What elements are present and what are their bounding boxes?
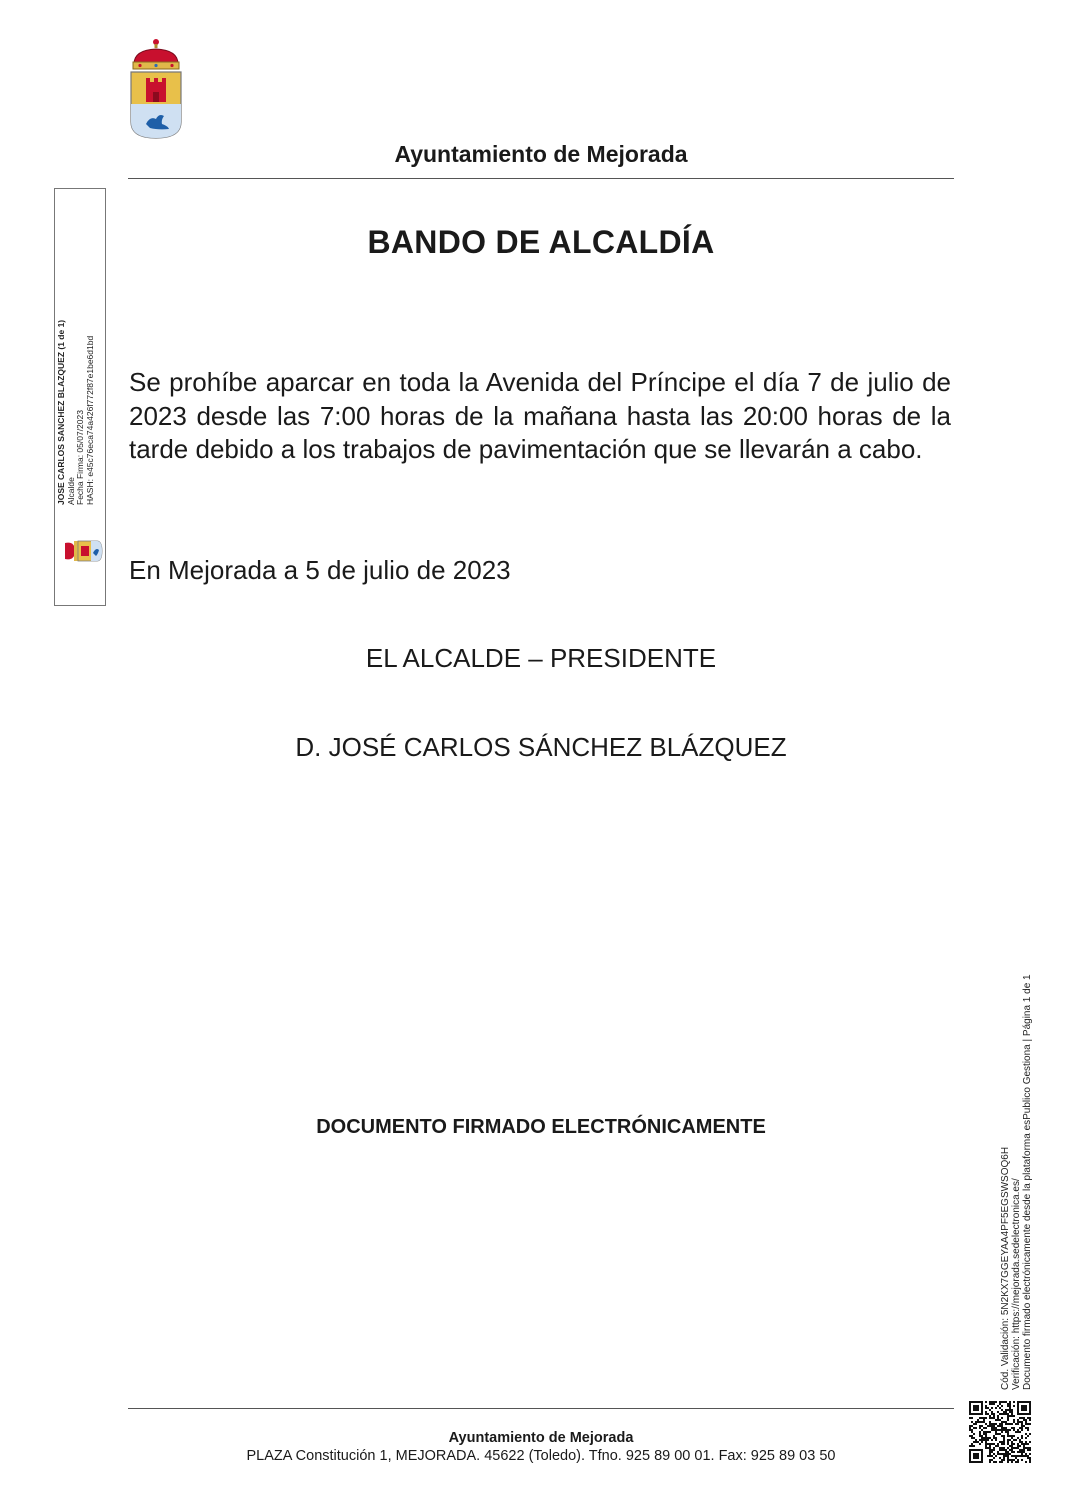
signature-stamp-text bbox=[57, 305, 105, 505]
document-title: BANDO DE ALCALDÍA bbox=[367, 224, 715, 260]
platform-note: Documento firmado electrónicamente desde la plataforma esPublico Gestiona | Página 1 de 1 bbox=[1022, 974, 1033, 1390]
place-and-date: En Mejorada a 5 de julio de 2023 bbox=[129, 555, 511, 585]
validation-code: Cód. Validación: 5N2KX7GGEYAA4PF5EGSWSOQ6H bbox=[1000, 1146, 1011, 1390]
verification-url[interactable]: Verificación: https://mejorada.sedelectronica.es/ bbox=[1011, 1178, 1022, 1390]
coat-of-arms-icon bbox=[128, 38, 184, 140]
signature-stamp bbox=[54, 188, 106, 606]
footer-organization: Ayuntamiento de Mejorada bbox=[448, 1430, 634, 1446]
signature-signer: JOSE CARLOS SANCHEZ BLAZQUEZ (1 de 1) bbox=[56, 319, 66, 505]
signature-date: Fecha Firma: 05/07/2023 bbox=[75, 410, 85, 505]
small-coat-of-arms-icon bbox=[63, 537, 103, 565]
qr-code-icon[interactable] bbox=[969, 1401, 1031, 1463]
signature-hash: HASH: e45c76eca74a426f772f87e1be6d1bd bbox=[84, 335, 95, 505]
header-divider bbox=[128, 178, 954, 179]
document-body: Se prohíbe aparcar en toda la Avenida del Príncipe el día 7 de julio de 2023 desde las 7:00 horas de la mañana hasta las 20:00 horas de la tarde debido a los trabajos de pavimentación que se llevarán a cabo. bbox=[129, 367, 951, 464]
signatory-name: D. JOSÉ CARLOS SÁNCHEZ BLÁZQUEZ bbox=[295, 732, 787, 762]
signatory-role: EL ALCALDE – PRESIDENTE bbox=[365, 643, 717, 673]
signature-role: Alcalde bbox=[65, 477, 76, 505]
footer-divider bbox=[128, 1408, 954, 1409]
footer-address: PLAZA Constitución 1, MEJORADA. 45622 (Toledo). Tfno. 925 89 00 01. Fax: 925 89 03 50 bbox=[246, 1448, 836, 1464]
verification-block bbox=[1000, 940, 1033, 1390]
header-organization: Ayuntamiento de Mejorada bbox=[394, 141, 688, 167]
signed-notice: DOCUMENTO FIRMADO ELECTRÓNICAMENTE bbox=[316, 1116, 766, 1138]
